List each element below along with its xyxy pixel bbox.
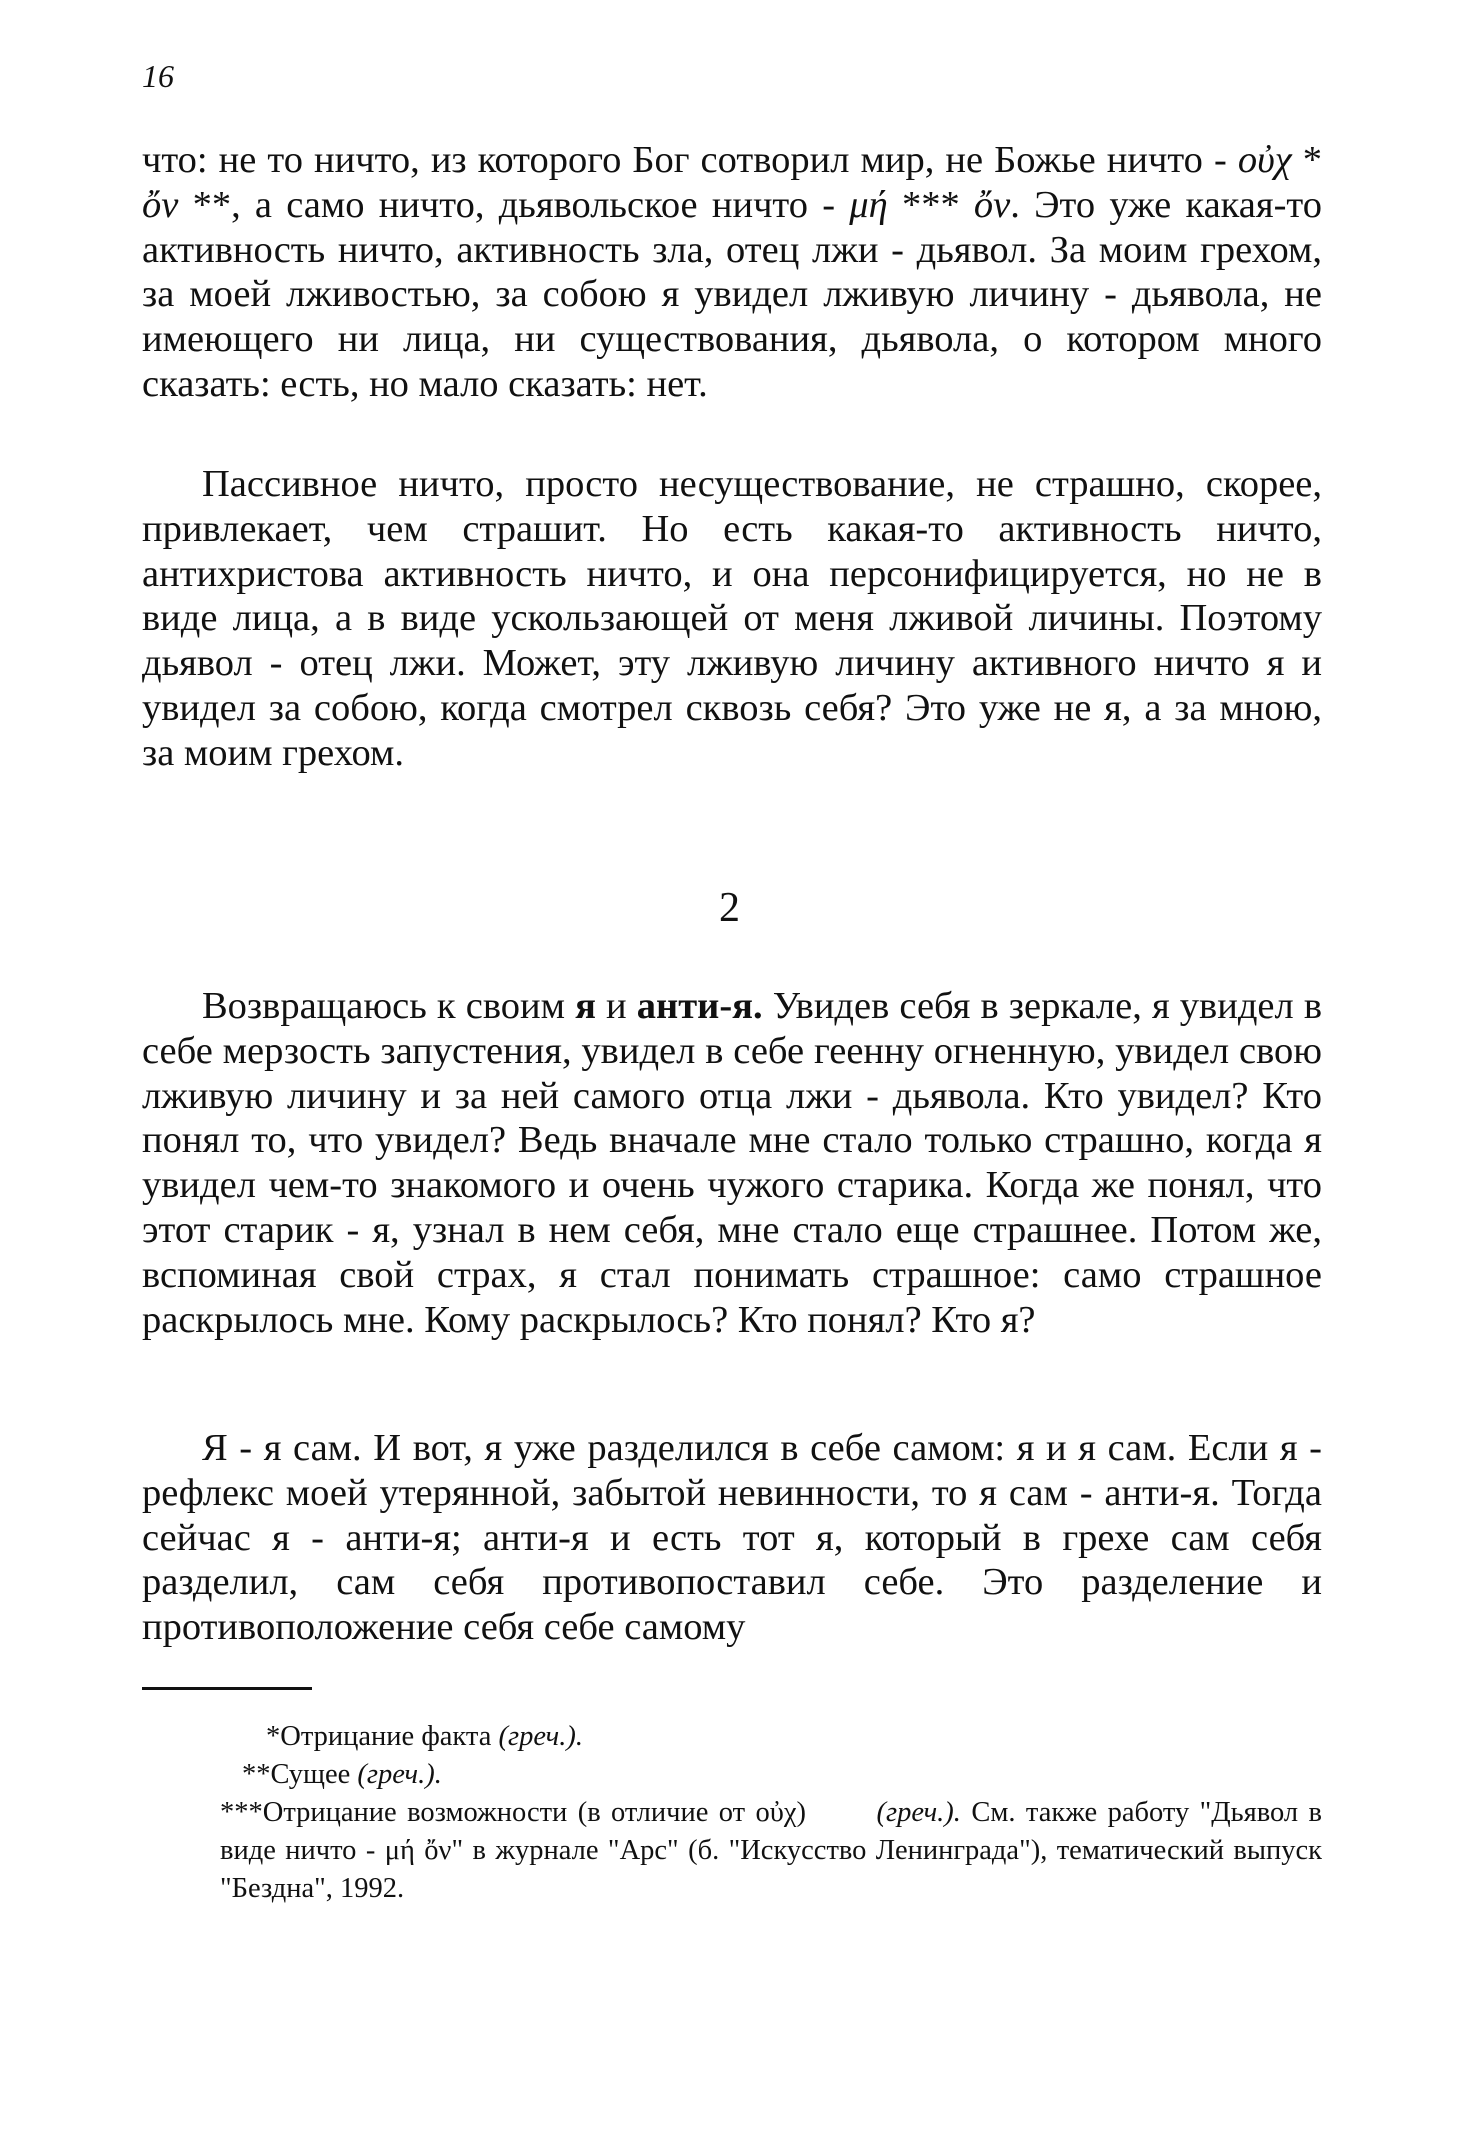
greek-on-1: ὄν [142,183,179,226]
footnote-3-text-b: ) [796,1797,817,1828]
paragraph-3-text-a: Возвращаюсь к своим [202,985,576,1027]
footnote-3-greek-ouch: οὐχ [755,1797,797,1828]
paragraph-1-text-c: . Это уже какая-то активность ничто, активность зла, отец лжи - дьявол. За моим грехом, за моей лживостью, за собою я увидел лживую личину - дьявола, не имеющего ни лица, ни существования, дьявола, о котором много сказать: есть, но мало сказать: нет. [142,183,1322,405]
footnote-2-text: Сущее [270,1759,358,1790]
footnote-3-text-d: " в журнале "Арс" (б. "Искусство Ленинграда"), тематический выпуск "Бездна", 1992. [220,1835,1322,1904]
footnote-3-note: (греч.). [876,1797,961,1828]
greek-me: μή [849,183,888,226]
footnote-mark-3: *** [887,183,974,226]
footnote-3-mark: *** [220,1797,263,1828]
footnote-3 [142,1794,1322,1908]
paragraph-3-text-c: Увидев себя в зеркале, я увидел в себе мерзость запустения, увидел в себе геенну огненную, увидел свою лживую личину и за ней самого отца лжи - дьявола. Кто увидел? Кто понял то, что увидел? Ведь вначале мне стало только страшно, когда я увидел чем-то знакомого и очень чужого старика. Когда же понял, что этот старик - я, узнал в нем себя, мне стало еще страшнее. Потом же, вспоминая свой страх, я стал понимать страшное: само страшное раскрылось мне. Кому раскрылось? Кто понял? Кто я? [142,985,1323,1341]
footnote-1-text: Отрицание факта [280,1721,499,1752]
paragraph-1-text-b: **, а само ничто, дьявольское ничто - [178,183,850,226]
footnote-mark-1: * [1291,139,1322,181]
footnote-3-greek-me-on: μή ὄν [384,1835,452,1866]
term-anti-ya: анти-я. [636,985,763,1027]
footnote-1 [142,1718,1322,1756]
term-ya: я [575,985,596,1027]
footnote-2-note: (греч.). [357,1759,442,1790]
paragraph-2 [142,462,1322,776]
paragraph-3-text-b: и [595,985,637,1027]
footnote-1-note: (греч.). [498,1721,583,1752]
page-number: 16 [142,58,174,94]
paragraph-4 [142,1426,1322,1650]
footnote-3-text-a: Отрицание возможности (в отличие от [262,1797,756,1828]
footnote-1-mark: * [266,1721,281,1752]
paragraph-1-text-a: что: не то ничто, из которого Бог сотворил мир, не Божье ничто - [142,139,1238,181]
paragraph-3 [142,984,1322,1342]
paragraph-2-text: Пассивное ничто, просто несуществование, не страшно, скорее, привлекает, чем страшит. Но есть какая-то активность ничто, антихристова активность ничто, и она персонифицируется, но не в виде лица, а в виде ускользающей от меня лживой личины. Поэтому дьявол - отец лжи. Может, эту лживую личину активного ничто я и увидел за собою, когда смотрел сквозь себя? Это уже не я, а за мною, за моим грехом. [142,463,1322,774]
paragraph-4-text: Я - я сам. И вот, я уже разделился в себе самом: я и я сам. Если я - рефлекс моей утерянной, забытой невинности, то я сам - анти-я. Тогда сейчас я - анти-я; анти-я и есть тот я, который в грехе сам себя разделил, сам себя противопоставил себе. Это разделение и противоположение себя себе самому [142,1427,1322,1649]
greek-ouch: οὐχ [1237,139,1292,181]
footnote-divider [142,1687,312,1690]
footnote-2 [142,1756,1322,1794]
greek-on-2: ὄν [973,183,1011,226]
footnotes [142,1718,1322,1908]
footnote-3-text-c: См. также работу "Дьявол в виде ничто - [220,1797,1322,1866]
footnote-2-mark: ** [242,1759,271,1790]
paragraph-1 [142,138,1322,407]
section-number: 2 [719,885,740,931]
